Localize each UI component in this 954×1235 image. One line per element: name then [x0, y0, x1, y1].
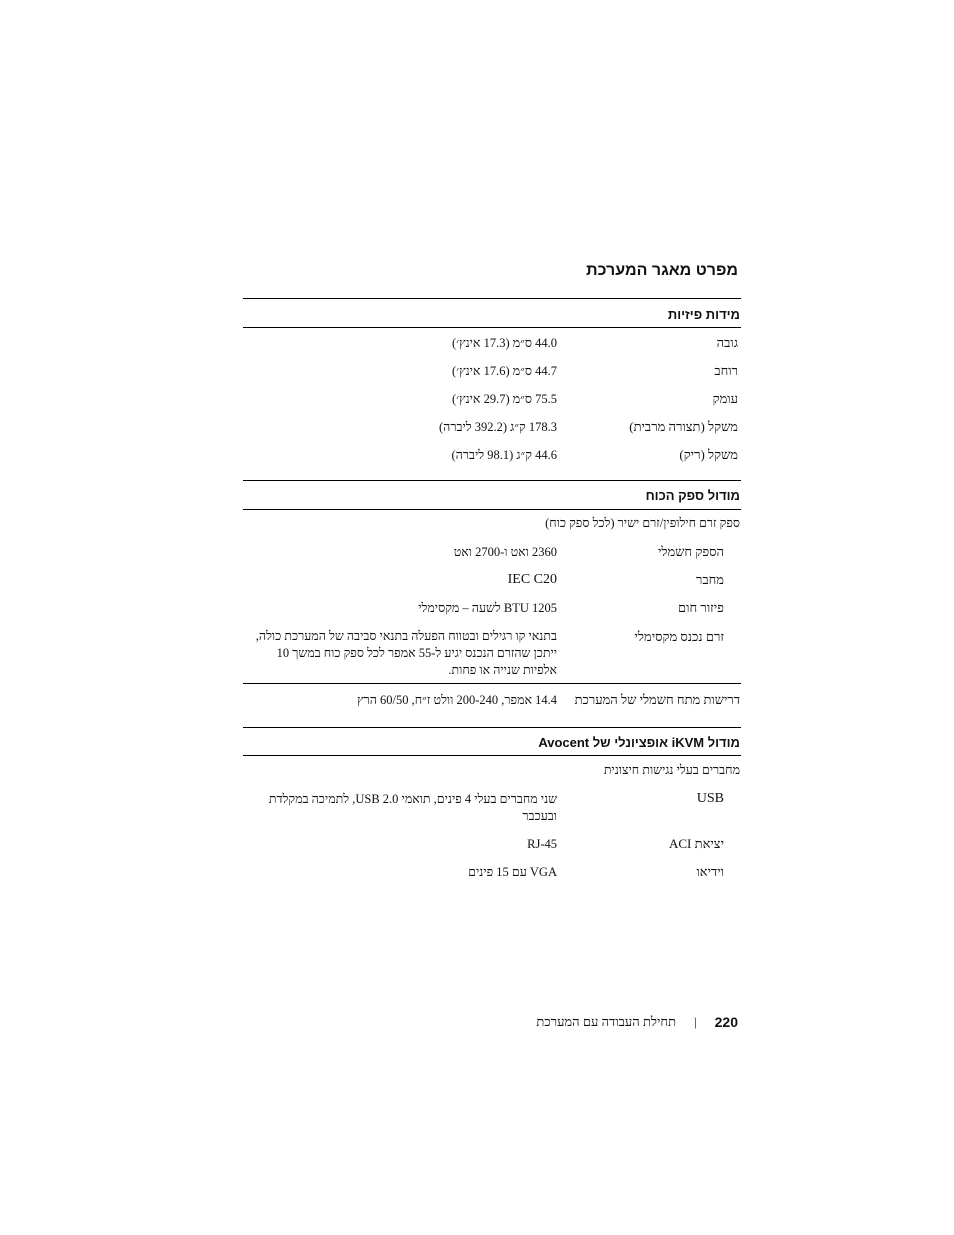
power-intro: ספק זרם חילופין/זרם ישיר (לכל ספק כוח): [545, 516, 740, 530]
row-value-wattage: 2360 ואט ו-2700 ואט: [453, 545, 557, 559]
row-value-depth: 75.5 ס״מ (29.7 אינץ׳): [452, 392, 557, 406]
page-title: מפרט מאגר המערכת: [586, 262, 738, 279]
row-label-video: וידיאו: [696, 864, 724, 879]
divider: [243, 755, 741, 756]
row-value-inrush: בתנאי קו רגילים ובטווח הפעלה בתנאי סביבה של המערכת כולה, ייתכן שהזרם הנכנס יגיע ל-55 אמפר לכל ספק כוח במשך 10 אלפיות שנייה או פחות.: [255, 629, 557, 677]
footer-chapter: תחילת העבודה עם המערכת: [536, 1014, 677, 1029]
row-label-height: גובה: [716, 335, 738, 350]
divider: [243, 683, 741, 684]
row-value-weight-max: 178.3 ק״ג (392.2 ליברה): [438, 420, 557, 434]
row-label-usb: USB: [696, 791, 724, 806]
section-heading-power: מודול ספק הכוח: [645, 488, 740, 503]
page-number: 220: [714, 1014, 738, 1030]
row-label-depth: עומק: [712, 391, 738, 406]
row-label-connector: מחבר: [695, 572, 724, 587]
row-value-voltage-req: 14.4 אמפר, 200-240 וולט ז״ח, 60/50 הרץ: [357, 693, 557, 707]
row-label-wattage: הספק חשמלי: [658, 544, 724, 559]
row-value-heat: 1205 BTU לשעה – מקסימלי: [418, 601, 557, 615]
row-label-width: רוחב: [714, 363, 738, 378]
page-footer: [536, 1014, 738, 1030]
divider: [243, 298, 741, 299]
row-label-inrush: זרם נכנס מקסימלי: [634, 629, 724, 644]
section-heading-ikvm: מודול iKVM אופציונלי של Avocent: [538, 735, 740, 750]
divider: [243, 480, 741, 481]
row-value-height: 44.0 ס״מ (17.3 אינץ׳): [452, 336, 557, 350]
row-value-video: VGA עם 15 פינים: [468, 865, 557, 879]
row-value-width: 44.7 ס״מ (17.6 אינץ׳): [452, 364, 557, 378]
row-label-weight-max: משקל (תצורה מרבית): [629, 419, 738, 434]
section-heading-physical: מידות פיזיות: [667, 307, 740, 322]
row-value-aci: RJ-45: [527, 837, 557, 851]
divider: [243, 727, 741, 728]
row-label-voltage-req: דרישות מתח חשמלי של המערכת: [574, 692, 740, 707]
footer-separator: |: [694, 1014, 697, 1029]
row-value-connector: IEC C20: [507, 572, 557, 587]
divider: [243, 327, 741, 328]
row-label-aci: יציאת ACI: [669, 836, 724, 851]
row-value-usb: שני מחברים בעלי 4 פינים, תואמי USB 2.0, לתמיכה במקלדת ובעכבר: [268, 792, 557, 823]
row-value-weight-empty: 44.6 ק״ג (98.1 ליברה): [451, 448, 557, 462]
divider: [243, 509, 741, 510]
row-label-weight-empty: משקל (ריק): [679, 447, 738, 462]
row-label-heat: פיזור חום: [678, 600, 724, 615]
ikvm-intro: מחברים בעלי נגישות חיצונית: [603, 763, 740, 777]
